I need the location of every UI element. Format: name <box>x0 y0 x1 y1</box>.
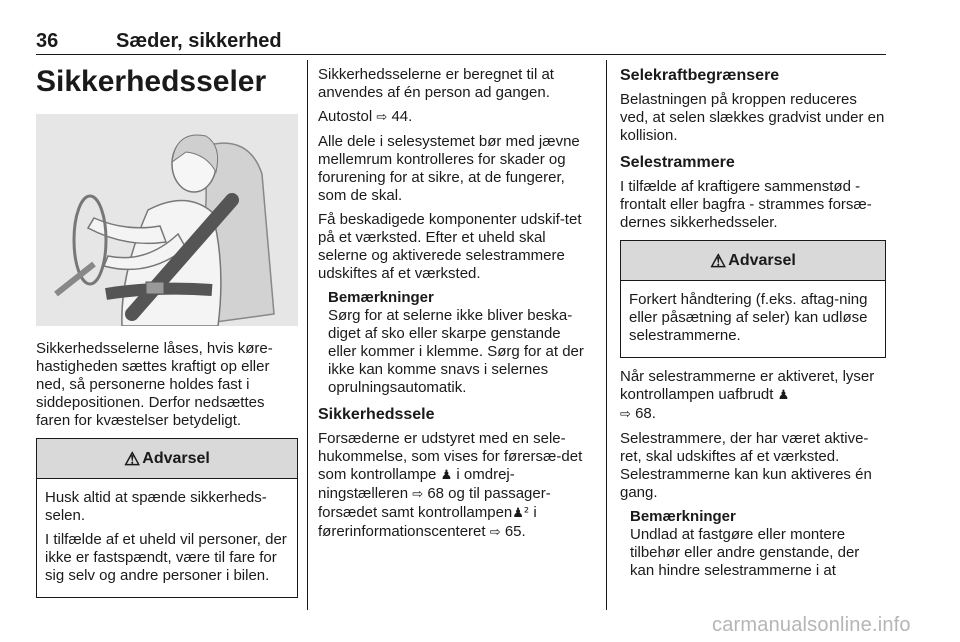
column-divider-1 <box>307 60 308 610</box>
page-ref-arrow-icon: ⇨ <box>376 110 388 125</box>
note-title-1: Bemærkninger <box>328 289 434 306</box>
col2-paragraph-1: Sikkerhedsselerne er beregnet til at anvendes af én person ad gangen. <box>318 66 554 101</box>
page-link-68[interactable]: 68 <box>427 485 444 502</box>
col3-paragraph-2: I tilfælde af kraftigere sammenstød - frontalt eller bagfra - strammes forsæ-dernes sikkerhedsseler. <box>620 178 872 231</box>
warning-header-1 <box>37 439 297 479</box>
page-number: 36 <box>36 30 59 52</box>
column-1 <box>36 60 298 608</box>
autostol-label: Autostol <box>318 108 373 125</box>
seatbelt-illustration <box>36 114 298 326</box>
col2-paragraph-3: Alle dele i selesystemet bør med jævne mellemrum kontrolleres for skader og forurening for at sikre, at de fungerer, som de skal. <box>318 133 580 204</box>
page-header <box>36 30 886 54</box>
autostol-reference <box>318 108 592 127</box>
warning-icon: ⚠ <box>710 250 727 271</box>
warning-box-2 <box>620 240 886 358</box>
seatbelt-reminder-icon: ♟ <box>440 468 453 483</box>
heading-selekraftbegraensere: Selekraftbegrænsere <box>620 67 780 84</box>
warning-text-1b: I tilfælde af et uheld vil personer, der ikke er fastspændt, være til fare for sig selv og andre personer i bilen. <box>45 531 287 584</box>
column-divider-2 <box>606 60 607 610</box>
watermark: carmanualsonline.info <box>712 614 911 636</box>
col3-paragraph-1: Belastningen på kroppen reduceres ved, at selen slækkes gradvist under en kollision. <box>620 91 885 144</box>
page-link-68b[interactable]: 68. <box>635 405 656 422</box>
heading-sikkerhedssele: Sikkerhedssele <box>318 406 435 423</box>
warning-body-1 <box>37 479 297 597</box>
seatbelt-passenger-icon: ♟² <box>512 506 530 521</box>
note-box-2 <box>620 508 886 580</box>
column-2 <box>318 66 592 548</box>
page-ref-arrow-icon: ⇨ <box>412 487 424 502</box>
page-ref-arrow-icon: ⇨ <box>489 525 501 540</box>
intro-paragraph: Sikkerhedsselerne låses, hvis køre-hastigheden sættes kraftigt op eller ned, så personerne holdes fast i siddepositionen. Derfor nedsættes faren for kvæstelser betydeligt. <box>36 340 273 429</box>
page-ref-arrow-icon: ⇨ <box>620 407 631 422</box>
header-rule <box>36 54 886 55</box>
page-title: Sikkerhedsseler <box>36 65 267 98</box>
p5-text-a: Forsæderne er udstyret med en sele-hukommelse, som vises for førersæ-det som kontrollampe <box>318 430 583 483</box>
seatbelt-tensioner-icon: ♟ <box>777 388 790 403</box>
note-text-2: Undlad at fastgøre eller montere tilbehør eller andre genstande, der kan hindre selestrammerne i at <box>630 526 860 579</box>
warning-text-2: Forkert håndtering (f.eks. aftag-ning eller påsætning af seler) kan udløse selestrammerne. <box>629 291 868 344</box>
p5-text-b: i omdrej-ningstælleren <box>318 466 515 502</box>
autostol-page-link[interactable]: 44. <box>391 108 413 125</box>
p5-text-c: og til passager-forsædet samt kontrollampen <box>318 485 551 521</box>
col2-paragraph-5 <box>318 430 592 542</box>
col2-paragraph-4: Få beskadigede komponenter udskif-tet på et værksted. Efter et uheld skal selerne og aktiverede selestrammere udskiftes af et værksted. <box>318 211 582 282</box>
section-title: Sæder, sikkerhed <box>116 30 282 52</box>
warning-text-1a: Husk altid at spænde sikkerheds-selen. <box>45 489 267 524</box>
note-title-2: Bemærkninger <box>630 508 736 525</box>
warning-title-1: Advarsel <box>142 449 210 467</box>
note-text-1: Sørg for at selerne ikke bliver beska-diget af sko eller skarpe genstande eller kommer i klemme. Sørg for at der ikke kan komme snavs i selernes oprulningsautomatik. <box>328 307 584 396</box>
col3-paragraph-3 <box>620 368 886 424</box>
warning-icon: ⚠ <box>124 448 141 469</box>
warning-title-2: Advarsel <box>728 251 796 269</box>
column-3 <box>620 66 886 588</box>
page-link-65[interactable]: 65. <box>504 523 526 540</box>
warning-header-2 <box>621 241 885 281</box>
heading-selestrammere: Selestrammere <box>620 154 735 171</box>
col3-paragraph-4: Selestrammere, der har været aktive-ret, skal udskiftes af et værksted. Selestrammerne kan kun aktiveres én gang. <box>620 430 872 501</box>
note-box-1 <box>318 289 592 397</box>
p3-text-a: Når selestrammerne er aktiveret, lyser kontrollampen uafbrudt <box>620 368 875 403</box>
warning-box-1 <box>36 438 298 598</box>
p5-text-d: i førerinformationscenteret <box>318 504 537 540</box>
warning-body-2 <box>621 281 885 357</box>
